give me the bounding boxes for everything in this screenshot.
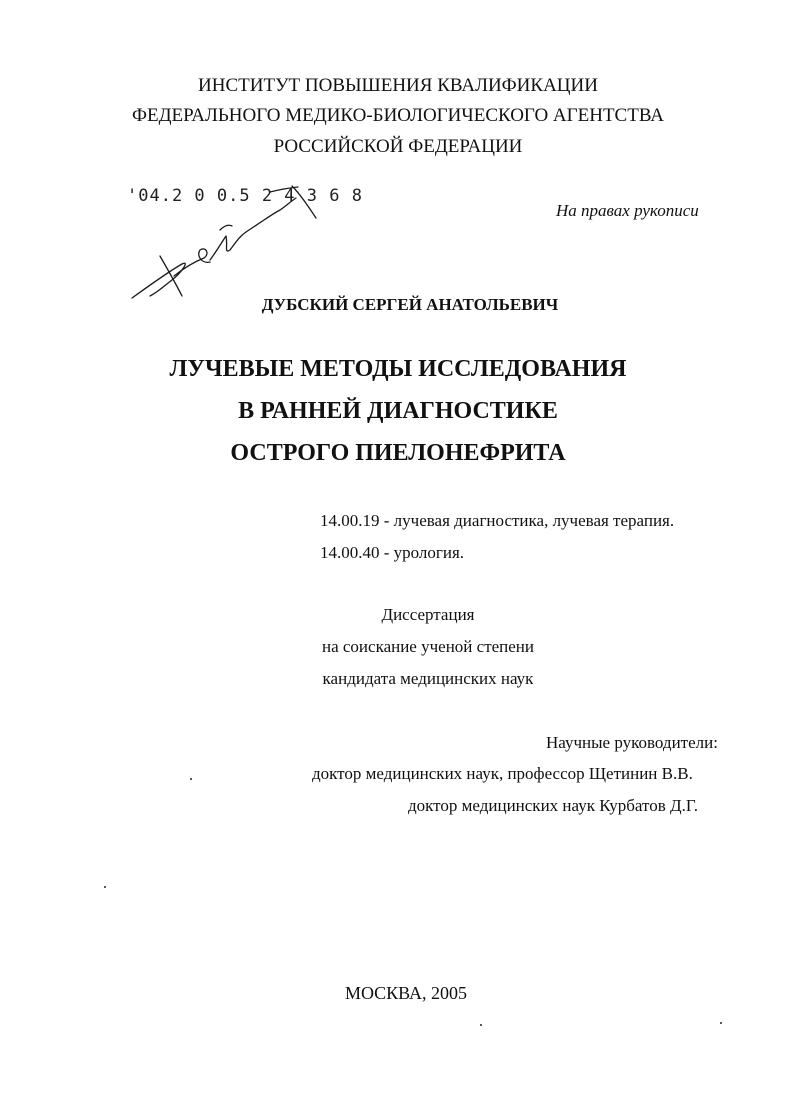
title-line-1: ЛУЧЕВЫЕ МЕТОДЫ ИССЛЕДОВАНИЯ xyxy=(169,356,627,382)
degree-line-2: кандидата медицинских наук xyxy=(322,669,534,688)
registration-stamp-number: '04.2 0 0.5 2 4 3 6 8 xyxy=(127,186,363,206)
dissertation-label: Диссертация xyxy=(381,605,475,624)
scan-speck xyxy=(480,1024,482,1026)
rights-note: На правах рукописи xyxy=(556,201,699,220)
institution-line-3: РОССИЙСКОЙ ФЕДЕРАЦИИ xyxy=(273,136,523,157)
handwritten-signature xyxy=(120,180,330,310)
scan-speck xyxy=(190,778,192,780)
author-name: ДУБСКИЙ СЕРГЕЙ АНАТОЛЬЕВИЧ xyxy=(261,295,559,314)
institution-line-1: ИНСТИТУТ ПОВЫШЕНИЯ КВАЛИФИКАЦИИ xyxy=(198,75,598,96)
city-year: МОСКВА, 2005 xyxy=(344,983,468,1003)
supervisors-heading: Научные руководители: xyxy=(546,733,718,752)
title-line-3: ОСТРОГО ПИЕЛОНЕФРИТА xyxy=(230,440,566,466)
supervisor-2: доктор медицинских наук Курбатов Д.Г. xyxy=(408,796,699,815)
specialty-code-1: 14.00.19 - лучевая диагностика, лучевая терапия. xyxy=(320,511,675,530)
scan-speck xyxy=(104,886,106,888)
specialty-code-2: 14.00.40 - урология. xyxy=(320,543,465,562)
scan-speck xyxy=(720,1022,722,1024)
supervisor-1: доктор медицинских наук, профессор Щетинин В.В. xyxy=(312,764,693,783)
institution-line-2: ФЕДЕРАЛЬНОГО МЕДИКО-БИОЛОГИЧЕСКОГО АГЕНТСТВА xyxy=(131,105,665,126)
title-line-2: В РАННЕЙ ДИАГНОСТИКЕ xyxy=(238,398,558,424)
degree-line-1: на соискание ученой степени xyxy=(321,637,535,656)
